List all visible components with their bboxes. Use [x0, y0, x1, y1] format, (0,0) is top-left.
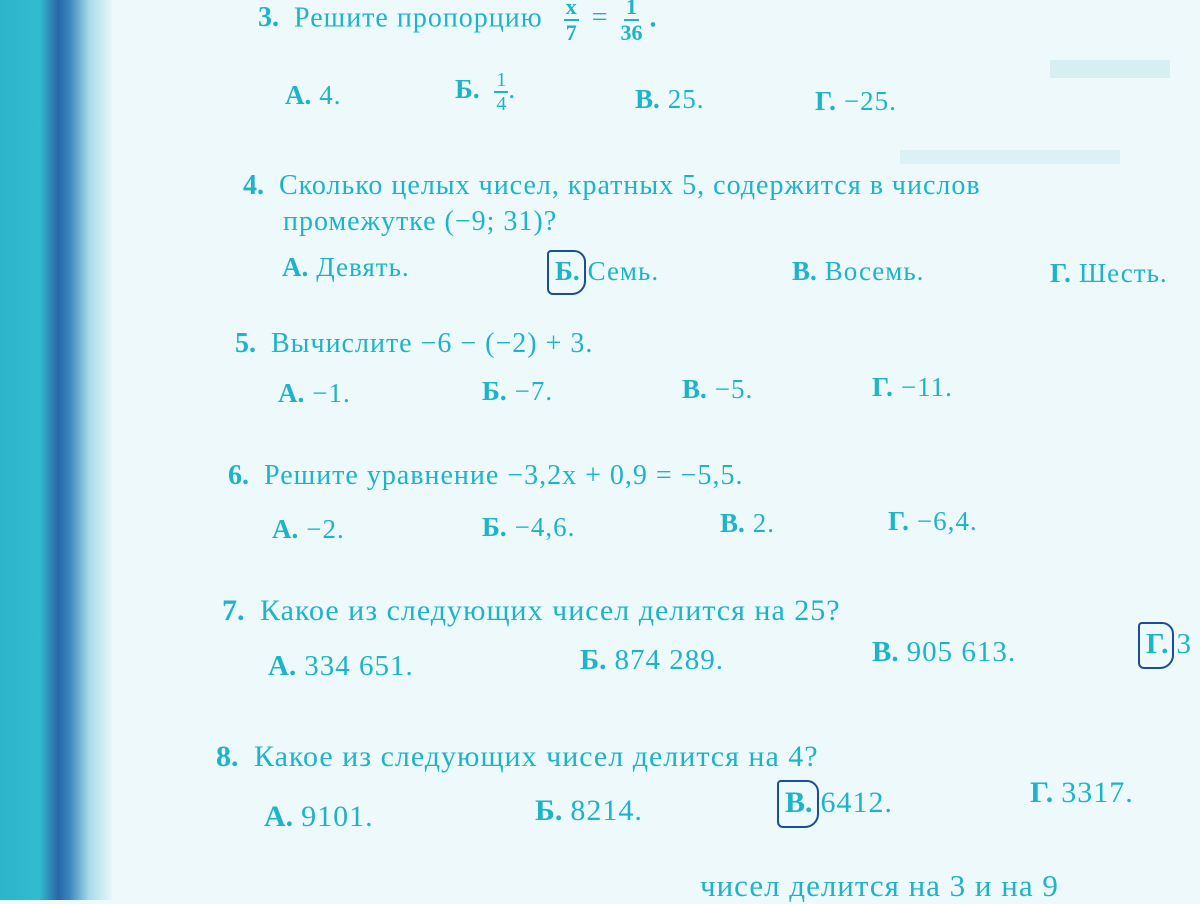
answer-option[interactable] — [1050, 258, 1168, 289]
answer-letter: Б. — [580, 644, 607, 676]
answer-letter-circled: В. — [785, 786, 813, 819]
question-text: Решите пропорцию — [294, 2, 543, 34]
answer-value: −7. — [514, 376, 554, 406]
question-number: 5. — [235, 328, 256, 359]
answer-letter: В. — [872, 636, 899, 668]
answer-value: 8214. — [570, 794, 643, 827]
answer-option[interactable] — [792, 256, 924, 287]
answer-option-selected[interactable] — [1146, 628, 1192, 661]
answer-value: −2. — [306, 514, 345, 544]
answer-letter: Г. — [872, 372, 893, 402]
bleed-through-mark — [900, 150, 1120, 164]
bleed-through-mark — [1050, 60, 1170, 78]
fraction-numerator: 1 — [496, 69, 507, 91]
question-text: Вычислите −6 − (−2) + 3. — [271, 328, 594, 359]
answer-value: . — [508, 74, 517, 105]
question-7 — [222, 594, 841, 628]
answer-value: 3 — [1176, 628, 1192, 660]
answer-option[interactable] — [272, 514, 345, 545]
answer-option[interactable] — [1030, 776, 1134, 810]
answer-value: −6,4. — [916, 506, 978, 536]
answer-value: Восемь. — [824, 256, 925, 286]
question-4 — [243, 170, 981, 202]
answer-value: 9101. — [301, 800, 374, 833]
answer-value: Девять. — [316, 252, 410, 282]
answer-letter: Г. — [888, 506, 909, 536]
answer-letter: Б. — [482, 512, 507, 542]
question-3 — [258, 0, 657, 44]
question-number: 7. — [222, 594, 245, 627]
question-number: 8. — [216, 740, 239, 773]
answer-value: 3317. — [1061, 776, 1134, 809]
answer-option-selected[interactable] — [555, 256, 659, 287]
fraction-right — [621, 0, 643, 44]
answer-option[interactable] — [285, 80, 342, 111]
answer-value: −5. — [714, 374, 754, 404]
answer-letter: А. — [272, 514, 299, 544]
answer-letter-circled: Г. — [1146, 628, 1169, 660]
answer-value: −4,6. — [514, 512, 576, 542]
answer-value: Семь. — [587, 256, 660, 286]
question-text: Какое из следующих чисел делится на 4? — [254, 740, 819, 773]
answer-option[interactable] — [888, 506, 978, 537]
answer-letter: Б. — [455, 74, 480, 105]
answer-value: 874 289. — [614, 644, 724, 676]
fraction-left — [564, 0, 579, 44]
answer-letter: Г. — [1030, 776, 1054, 809]
question-9-partial-text: чисел делится на 3 и на 9 — [700, 868, 1059, 903]
fraction-numerator: 1 — [624, 0, 639, 21]
answer-letter: В. — [792, 256, 817, 286]
question-text: Какое из следующих чисел делится на 25? — [260, 594, 841, 627]
answer-value: 25. — [667, 84, 705, 114]
answer-letter: Б. — [535, 794, 563, 827]
question-number: 6. — [228, 460, 249, 491]
answer-letter: В. — [682, 374, 707, 404]
question-text-line2: промежутке (−9; 31)? — [283, 206, 558, 237]
answer-fraction — [494, 70, 508, 114]
answer-value: 2. — [752, 508, 776, 538]
answer-value: 6412. — [820, 786, 894, 819]
answer-option[interactable] — [682, 374, 753, 405]
answer-letter: А. — [282, 252, 309, 282]
answer-option-selected[interactable] — [785, 786, 893, 820]
answer-value: 905 613. — [906, 636, 1017, 668]
question-number: 3. — [258, 2, 279, 34]
answer-option[interactable] — [635, 84, 705, 115]
answer-option[interactable] — [282, 252, 410, 283]
answer-option[interactable] — [535, 794, 643, 828]
answer-option[interactable] — [264, 800, 374, 834]
fraction-denominator: 7 — [565, 20, 577, 45]
answer-letter: В. — [720, 508, 745, 538]
answer-letter: А. — [278, 378, 305, 408]
fraction-denominator: 36 — [620, 20, 643, 45]
answer-option[interactable] — [482, 376, 553, 407]
answer-letter: А. — [264, 800, 294, 833]
answer-value: 334 651. — [304, 650, 414, 682]
question-4-continued — [283, 206, 557, 238]
equals-sign: = — [591, 2, 608, 34]
question-8 — [216, 740, 819, 774]
answer-letter-circled: Б. — [555, 256, 580, 286]
answer-option[interactable] — [720, 508, 775, 539]
answer-option[interactable] — [872, 372, 953, 403]
question-5 — [235, 328, 593, 360]
answer-value: Шесть. — [1078, 258, 1168, 288]
answer-letter: Г. — [815, 86, 836, 116]
fraction-numerator: x — [564, 0, 579, 21]
answer-letter: А. — [285, 80, 312, 110]
answer-value: 4. — [319, 80, 342, 110]
question-text-line1: Сколько целых чисел, кратных 5, содержится в числов — [279, 170, 981, 201]
answer-option[interactable] — [268, 650, 414, 683]
sentence-end: . — [649, 2, 657, 34]
answer-value: −1. — [312, 378, 351, 408]
answer-option[interactable] — [872, 636, 1016, 669]
question-6 — [228, 460, 743, 492]
answer-value: −11. — [900, 372, 953, 402]
question-text: Решите уравнение −3,2x + 0,9 = −5,5. — [264, 460, 744, 491]
answer-letter: А. — [268, 650, 297, 682]
answer-value: −25. — [843, 86, 897, 116]
answer-option[interactable] — [815, 86, 897, 117]
answer-letter: Г. — [1050, 258, 1071, 288]
answer-letter: Б. — [482, 376, 507, 406]
answer-option[interactable] — [580, 644, 724, 677]
question-number: 4. — [243, 170, 264, 201]
fraction-denominator: 4 — [496, 93, 507, 115]
book-spine-edge — [0, 0, 112, 900]
answer-option[interactable] — [278, 378, 351, 409]
answer-letter: В. — [635, 84, 660, 114]
answer-option[interactable] — [482, 512, 575, 543]
answer-option[interactable] — [455, 70, 516, 114]
